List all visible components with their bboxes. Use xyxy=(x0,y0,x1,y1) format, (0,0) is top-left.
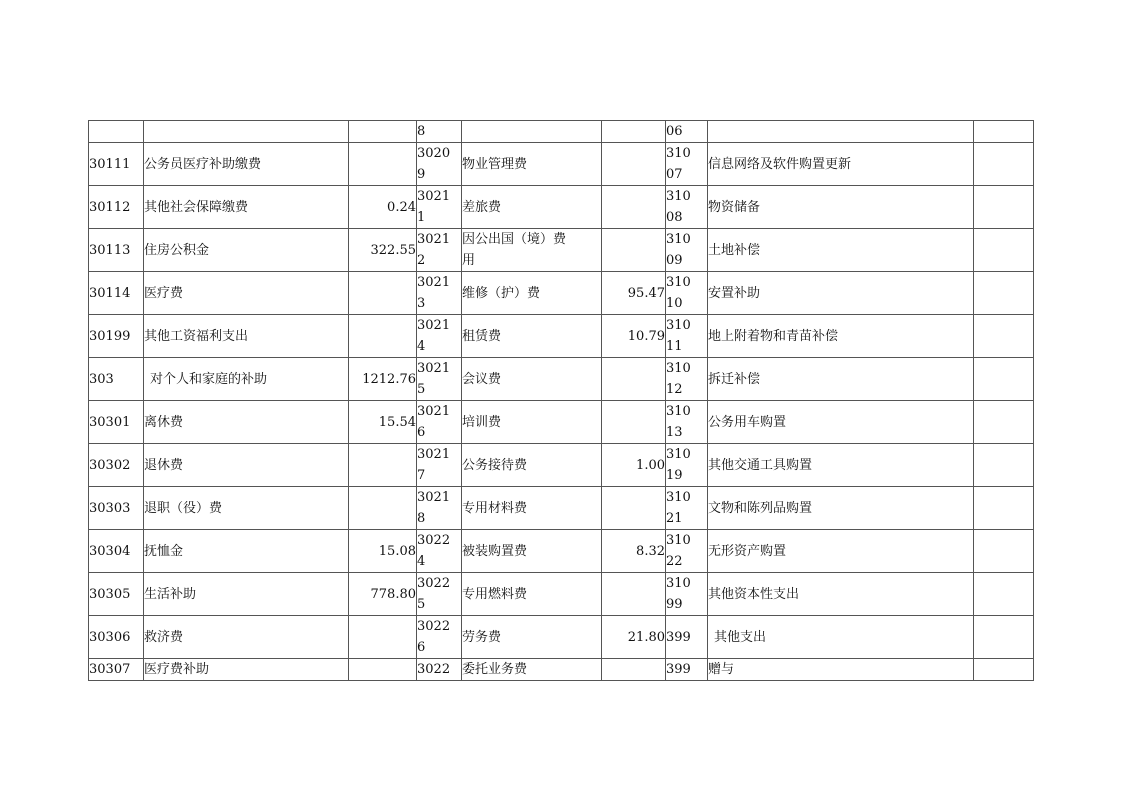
table-row xyxy=(89,121,1034,143)
amount-cell xyxy=(602,358,666,401)
amount-cell: 0.24 xyxy=(349,186,417,229)
econ-code-cell: 30302 xyxy=(89,444,144,487)
amount-cell xyxy=(974,616,1034,659)
amount-cell xyxy=(974,315,1034,358)
item-name-cell: 其他工资福利支出 xyxy=(144,315,349,358)
amount-cell: 322.55 xyxy=(349,229,417,272)
amount-cell xyxy=(974,121,1034,143)
econ-code-cell: 3021 6 xyxy=(417,401,462,444)
econ-code-cell: 3021 4 xyxy=(417,315,462,358)
econ-code-cell: 30305 xyxy=(89,573,144,616)
econ-code-cell xyxy=(89,121,144,143)
amount-cell xyxy=(974,229,1034,272)
item-name-cell: 医疗费补助 xyxy=(144,659,349,681)
table-row xyxy=(89,229,1034,272)
amount-cell xyxy=(974,573,1034,616)
amount-cell xyxy=(974,487,1034,530)
amount-cell xyxy=(974,358,1034,401)
table-row xyxy=(89,616,1034,659)
amount-cell xyxy=(602,487,666,530)
item-name-cell: 劳务费 xyxy=(462,616,602,659)
item-name-cell: 医疗费 xyxy=(144,272,349,315)
item-name-cell: 租赁费 xyxy=(462,315,602,358)
table-row xyxy=(89,358,1034,401)
table-row xyxy=(89,143,1034,186)
amount-cell: 10.79 xyxy=(602,315,666,358)
amount-cell xyxy=(349,315,417,358)
item-name-cell: 生活补助 xyxy=(144,573,349,616)
amount-cell xyxy=(974,401,1034,444)
econ-code-cell: 303 xyxy=(89,358,144,401)
econ-code-cell: 310 21 xyxy=(666,487,708,530)
econ-code-cell: 310 08 xyxy=(666,186,708,229)
item-name-cell: 赠与 xyxy=(708,659,974,681)
amount-cell xyxy=(602,659,666,681)
item-name-cell: 公务员医疗补助缴费 xyxy=(144,143,349,186)
item-name-cell: 地上附着物和青苗补偿 xyxy=(708,315,974,358)
item-name-cell: 会议费 xyxy=(462,358,602,401)
amount-cell xyxy=(349,121,417,143)
econ-code-cell: 30303 xyxy=(89,487,144,530)
item-name-cell: 被装购置费 xyxy=(462,530,602,573)
amount-cell: 15.54 xyxy=(349,401,417,444)
econ-code-cell: 399 xyxy=(666,616,708,659)
amount-cell xyxy=(349,616,417,659)
item-name-cell: 其他交通工具购置 xyxy=(708,444,974,487)
item-name-cell: 无形资产购置 xyxy=(708,530,974,573)
item-name-cell: 退休费 xyxy=(144,444,349,487)
econ-code-cell: 30114 xyxy=(89,272,144,315)
econ-code-cell: 30301 xyxy=(89,401,144,444)
amount-cell: 8.32 xyxy=(602,530,666,573)
item-name-cell: 救济费 xyxy=(144,616,349,659)
econ-code-cell: 310 99 xyxy=(666,573,708,616)
budget-table xyxy=(88,120,1034,681)
econ-code-cell: 310 19 xyxy=(666,444,708,487)
amount-cell xyxy=(602,573,666,616)
item-name-cell: 专用材料费 xyxy=(462,487,602,530)
table-row xyxy=(89,186,1034,229)
item-name-cell: 维修（护）费 xyxy=(462,272,602,315)
amount-cell xyxy=(349,143,417,186)
amount-cell xyxy=(602,229,666,272)
item-name-cell: 其他资本性支出 xyxy=(708,573,974,616)
item-name-cell: 拆迁补偿 xyxy=(708,358,974,401)
item-name-cell: 安置补助 xyxy=(708,272,974,315)
amount-cell xyxy=(349,444,417,487)
item-name-cell: 委托业务费 xyxy=(462,659,602,681)
amount-cell xyxy=(349,487,417,530)
econ-code-cell: 3022 4 xyxy=(417,530,462,573)
amount-cell: 1.00 xyxy=(602,444,666,487)
econ-code-cell: 30307 xyxy=(89,659,144,681)
amount-cell: 95.47 xyxy=(602,272,666,315)
table-row xyxy=(89,530,1034,573)
econ-code-cell: 3022 xyxy=(417,659,462,681)
amount-cell xyxy=(974,272,1034,315)
item-name-cell: 信息网络及软件购置更新 xyxy=(708,143,974,186)
amount-cell xyxy=(974,143,1034,186)
item-name-cell: 培训费 xyxy=(462,401,602,444)
amount-cell: 778.80 xyxy=(349,573,417,616)
econ-code-cell: 310 13 xyxy=(666,401,708,444)
econ-code-cell: 3021 5 xyxy=(417,358,462,401)
item-name-cell: 文物和陈列品购置 xyxy=(708,487,974,530)
table-row xyxy=(89,573,1034,616)
econ-code-cell: 3020 9 xyxy=(417,143,462,186)
item-name-cell: 因公出国（境）费 用 xyxy=(462,229,602,272)
econ-code-cell: 310 10 xyxy=(666,272,708,315)
econ-code-cell: 3021 7 xyxy=(417,444,462,487)
amount-cell xyxy=(349,272,417,315)
item-name-cell: 其他社会保障缴费 xyxy=(144,186,349,229)
econ-code-cell: 30113 xyxy=(89,229,144,272)
item-name-cell: 土地补偿 xyxy=(708,229,974,272)
econ-code-cell: 399 xyxy=(666,659,708,681)
item-name-cell xyxy=(144,121,349,143)
econ-code-cell: 3021 3 xyxy=(417,272,462,315)
item-name-cell: 对个人和家庭的补助 xyxy=(144,358,349,401)
amount-cell xyxy=(602,401,666,444)
amount-cell xyxy=(349,659,417,681)
table-row xyxy=(89,444,1034,487)
amount-cell: 15.08 xyxy=(349,530,417,573)
amount-cell xyxy=(974,659,1034,681)
econ-code-cell: 30304 xyxy=(89,530,144,573)
table-row xyxy=(89,272,1034,315)
econ-code-cell: 06 xyxy=(666,121,708,143)
econ-code-cell: 30112 xyxy=(89,186,144,229)
amount-cell xyxy=(602,143,666,186)
econ-code-cell: 310 12 xyxy=(666,358,708,401)
item-name-cell: 物资储备 xyxy=(708,186,974,229)
econ-code-cell: 3021 2 xyxy=(417,229,462,272)
table-row xyxy=(89,315,1034,358)
item-name-cell: 住房公积金 xyxy=(144,229,349,272)
amount-cell: 1212.76 xyxy=(349,358,417,401)
item-name-cell: 离休费 xyxy=(144,401,349,444)
econ-code-cell: 8 xyxy=(417,121,462,143)
item-name-cell xyxy=(462,121,602,143)
item-name-cell xyxy=(708,121,974,143)
item-name-cell: 公务用车购置 xyxy=(708,401,974,444)
item-name-cell: 物业管理费 xyxy=(462,143,602,186)
table-row xyxy=(89,487,1034,530)
amount-cell xyxy=(974,530,1034,573)
econ-code-cell: 3022 5 xyxy=(417,573,462,616)
econ-code-cell: 30306 xyxy=(89,616,144,659)
econ-code-cell: 3021 8 xyxy=(417,487,462,530)
econ-code-cell: 3021 1 xyxy=(417,186,462,229)
item-name-cell: 抚恤金 xyxy=(144,530,349,573)
econ-code-cell: 310 22 xyxy=(666,530,708,573)
amount-cell xyxy=(974,444,1034,487)
econ-code-cell: 3022 6 xyxy=(417,616,462,659)
econ-code-cell: 30199 xyxy=(89,315,144,358)
econ-code-cell: 310 09 xyxy=(666,229,708,272)
table-row xyxy=(89,401,1034,444)
econ-code-cell: 310 07 xyxy=(666,143,708,186)
amount-cell xyxy=(974,186,1034,229)
econ-code-cell: 310 11 xyxy=(666,315,708,358)
item-name-cell: 公务接待费 xyxy=(462,444,602,487)
item-name-cell: 专用燃料费 xyxy=(462,573,602,616)
amount-cell xyxy=(602,186,666,229)
item-name-cell: 其他支出 xyxy=(708,616,974,659)
amount-cell xyxy=(602,121,666,143)
table-row xyxy=(89,659,1034,681)
item-name-cell: 差旅费 xyxy=(462,186,602,229)
amount-cell: 21.80 xyxy=(602,616,666,659)
econ-code-cell: 30111 xyxy=(89,143,144,186)
item-name-cell: 退职（役）费 xyxy=(144,487,349,530)
